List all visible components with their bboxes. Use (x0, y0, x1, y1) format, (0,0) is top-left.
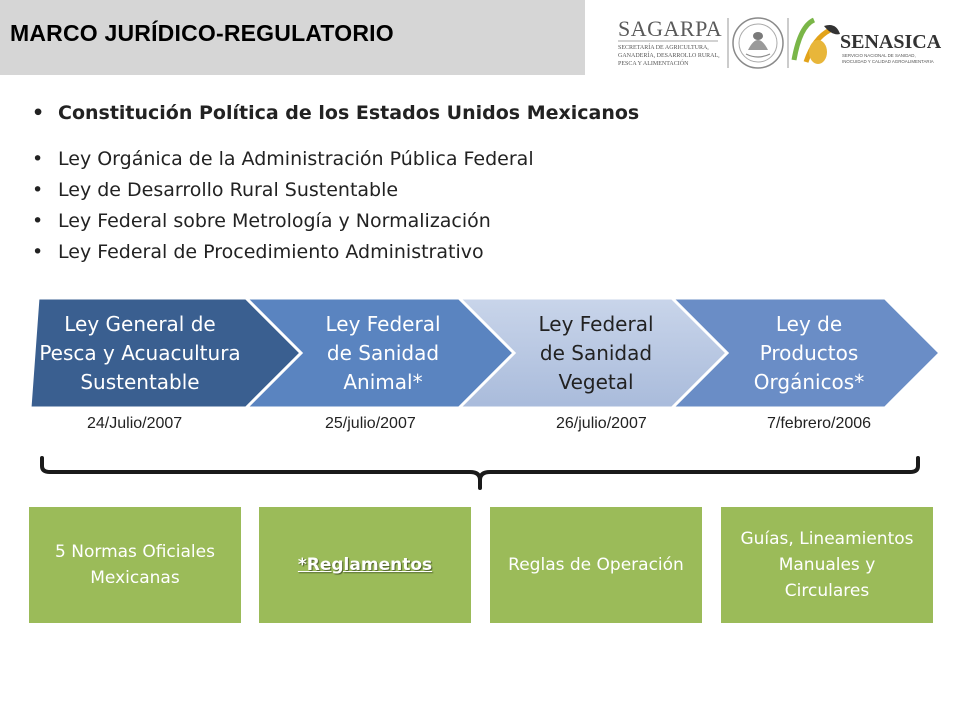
chevron-4-line-2: Productos (759, 340, 859, 365)
senasica-subtitle-2: INOCUIDAD Y CALIDAD AGROALIMENTARIA (842, 59, 934, 64)
box-4-line-1: Guías, Lineamientos (740, 529, 914, 549)
chevron-1-line-3: Sustentable (80, 369, 200, 394)
box-reglas-operacion (490, 507, 702, 623)
box-3-line-1: Reglas de Operación (508, 555, 684, 575)
chevron-label-3 (503, 298, 689, 408)
senasica-logo (794, 20, 942, 64)
chevron-2-line-1: Ley Federal (325, 311, 441, 336)
chevron-2-line-3: Animal* (343, 369, 423, 394)
list-item: • Ley de Desarrollo Rural Sustentable (32, 175, 639, 206)
box-4-line-3: Circulares (784, 581, 870, 601)
list-item: • Ley Orgánica de la Administración Pública Federal (32, 144, 639, 175)
list-item: • Ley Federal de Procedimiento Administrativo (32, 237, 639, 268)
date-label-3: 26/julio/2007 (556, 415, 647, 432)
grouping-brace (36, 454, 924, 494)
date-label-1: 24/Julio/2007 (87, 415, 183, 432)
sagarpa-name: SAGARPA (618, 16, 723, 41)
box-1-line-1: 5 Normas Oficiales (55, 542, 215, 562)
chevron-2-line-2: de Sanidad (326, 340, 440, 365)
chevron-3-line-2: de Sanidad (539, 340, 653, 365)
sagarpa-logo (618, 16, 722, 67)
senasica-emblem-icon (794, 20, 840, 64)
chevron-label-4 (716, 298, 902, 408)
chevron-label-1 (36, 298, 244, 408)
mexico-seal-icon (733, 18, 783, 68)
chevron-3-line-1: Ley Federal (538, 311, 654, 336)
chevron-label-2 (290, 298, 476, 408)
list-item-constitution: • Constitución Política de los Estados Unidos Mexicanos (32, 98, 639, 129)
legal-framework-list (32, 98, 639, 268)
date-label-4: 7/febrero/2006 (767, 415, 872, 432)
logos-area (600, 12, 950, 72)
sagarpa-subtitle-2: GANADERÍA, DESARROLLO RURAL, (618, 53, 720, 59)
box-normas-oficiales (29, 507, 241, 623)
box-2-line-1: *Reglamentos (297, 555, 433, 575)
chevron-4-line-1: Ley de (775, 311, 843, 336)
chevron-1-line-1: Ley General de (64, 311, 216, 336)
date-label-2: 25/julio/2007 (325, 415, 416, 432)
senasica-name: SENASICA (840, 31, 942, 53)
box-4-line-2: Manuales y (778, 555, 876, 575)
sagarpa-subtitle-1: SECRETARÍA DE AGRICULTURA, (618, 45, 709, 51)
chevron-4-line-3: Orgánicos* (753, 369, 865, 394)
chevron-1-line-2: Pesca y Acuacultura (39, 340, 241, 365)
box-1-line-2: Mexicanas (90, 568, 180, 588)
senasica-subtitle-1: SERVICIO NACIONAL DE SANIDAD, (842, 53, 916, 58)
page-title: MARCO JURÍDICO-REGULATORIO (10, 20, 394, 46)
box-guias-lineamientos (721, 507, 933, 623)
chevron-3-line-3: Vegetal (558, 369, 634, 394)
box-reglamentos (259, 507, 471, 623)
list-item: • Ley Federal sobre Metrología y Normalización (32, 206, 639, 237)
sagarpa-subtitle-3: PESCA Y ALIMENTACIÓN (618, 61, 689, 67)
